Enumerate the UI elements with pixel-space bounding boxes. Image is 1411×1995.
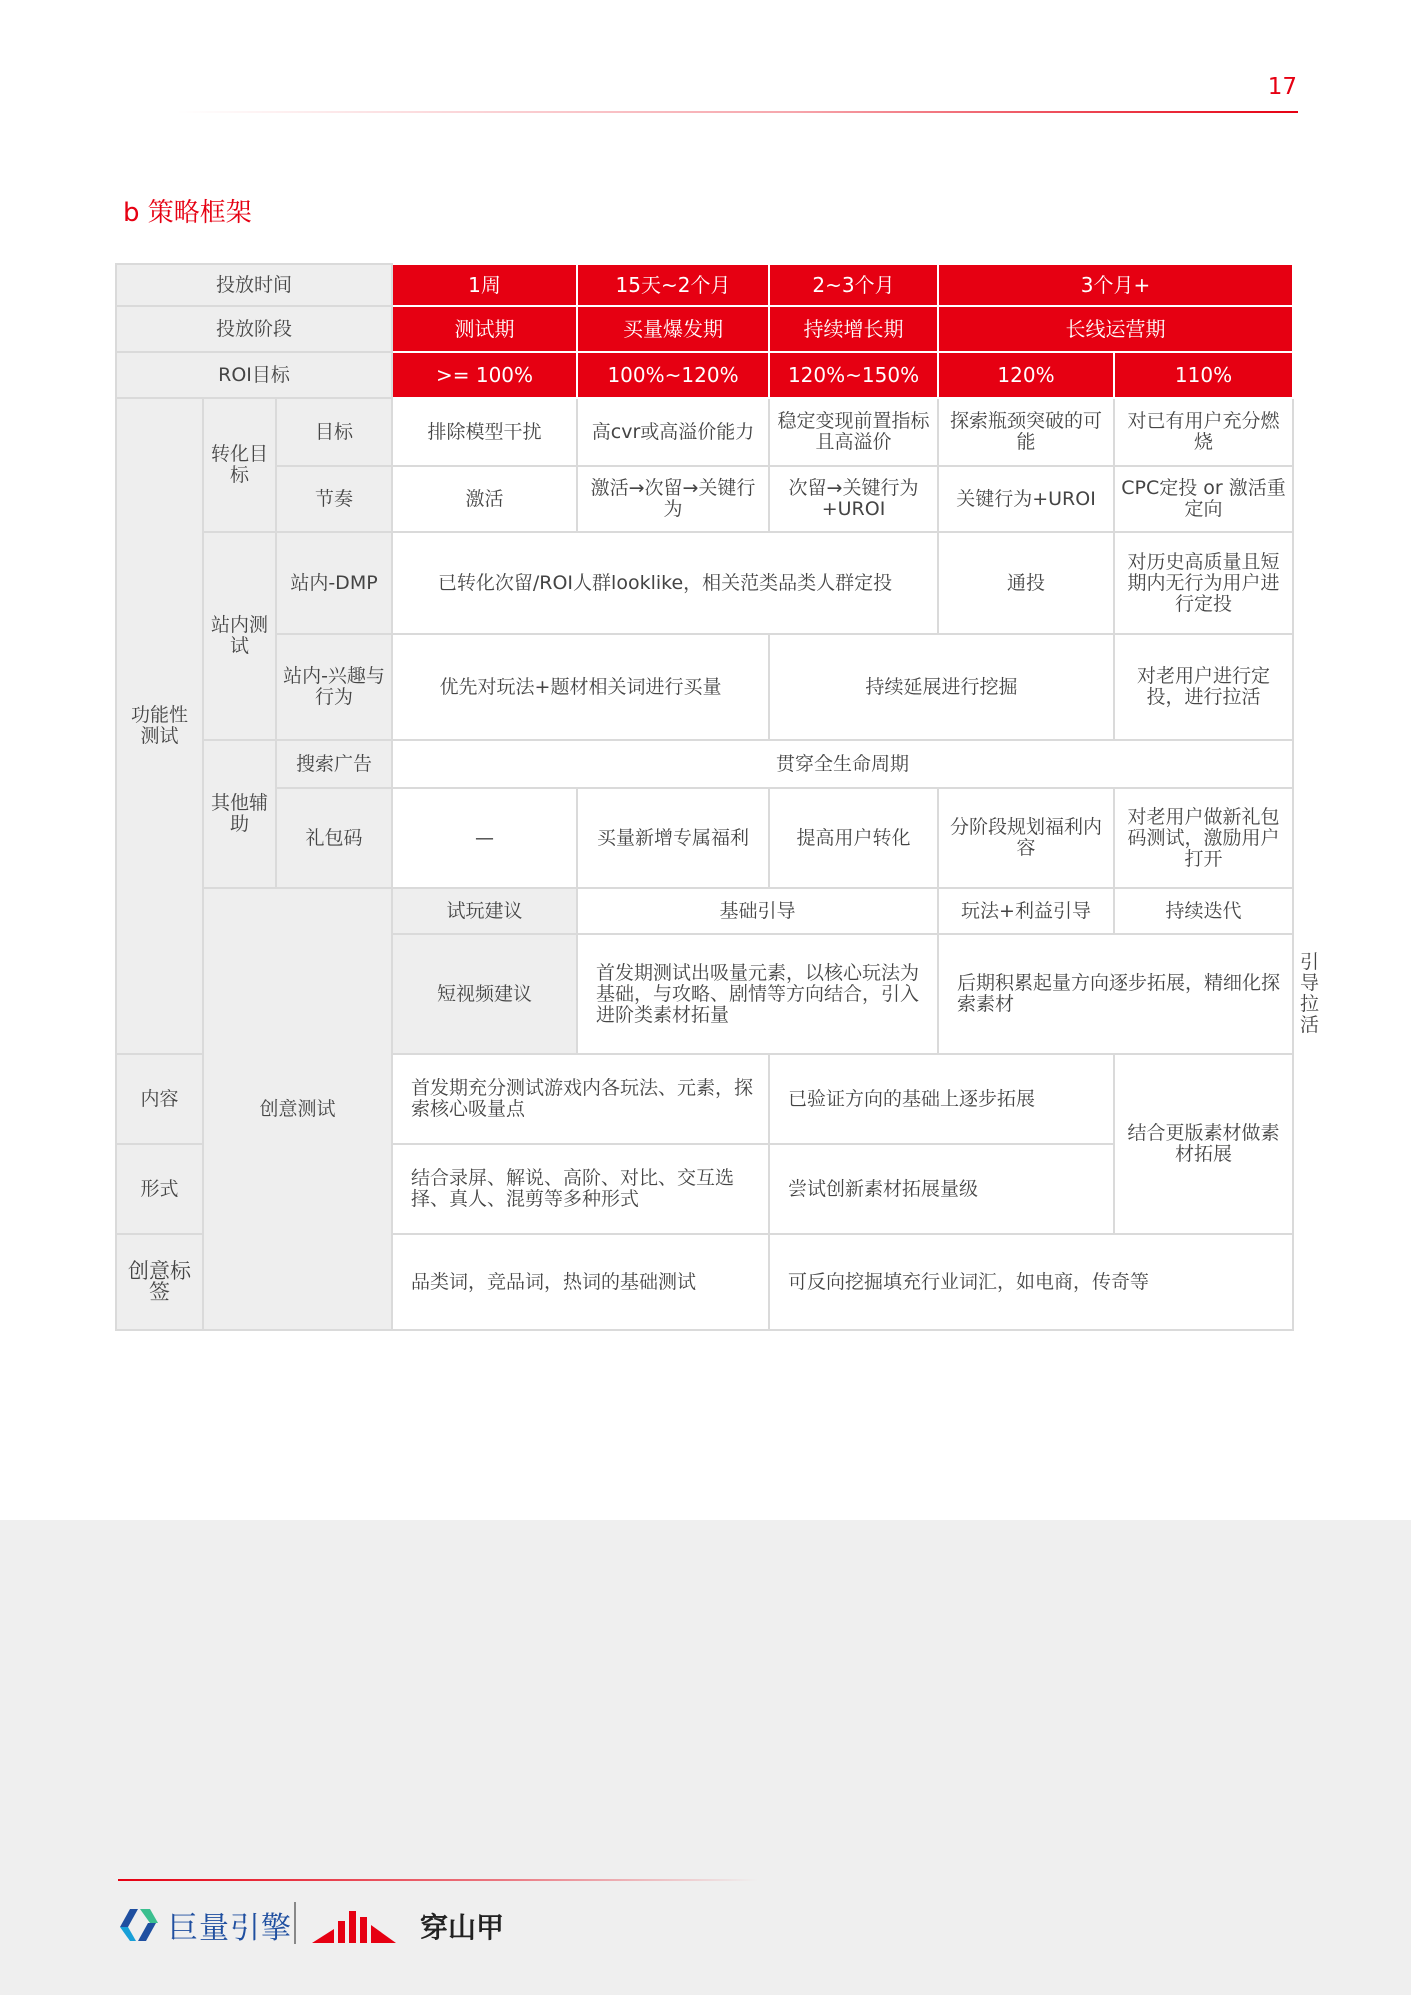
rhythm-c3: 次留→关键行为+UROI (769, 466, 938, 532)
rhythm-c2: 激活→次留→关键行为 (577, 466, 769, 532)
time-c2: 15天~2个月 (577, 264, 769, 306)
row-gift (116, 788, 1293, 888)
header-divider (175, 111, 1298, 113)
stage-c2: 买量爆发期 (577, 306, 769, 352)
time-c3: 2~3个月 (769, 264, 938, 306)
rhythm-c1: 激活 (392, 466, 577, 532)
row-search (116, 740, 1293, 788)
brand-pangle-name: 穿山甲 (420, 1911, 505, 1944)
pangle-logo-icon (312, 1909, 414, 1943)
stage-c4: 长线运营期 (938, 306, 1293, 352)
rhythm-c4: 关键行为+UROI (938, 466, 1114, 532)
goal-c3: 稳定变现前置指标且高溢价 (769, 398, 938, 466)
label-gift: 礼包码 (276, 788, 392, 888)
brand-pangle (312, 1906, 504, 1946)
goal-c2: 高cvr或高溢价能力 (577, 398, 769, 466)
brand-oceanengine (116, 1903, 292, 1947)
label-time: 投放时间 (116, 264, 392, 306)
trial-c3: 持续迭代 (1114, 888, 1293, 934)
rhythm-c5: CPC定投 or 激活重定向 (1114, 466, 1293, 532)
strategy-table (115, 263, 1320, 1331)
short-video-c1: 首发期测试出吸量元素，以核心玩法为基础，与攻略、剧情等方向结合，引入进阶类素材拓量 (577, 934, 938, 1054)
dmp-c3: 对历史高质量且短期内无行为用户进行定投 (1114, 532, 1293, 634)
label-short-video: 短视频建议 (392, 934, 577, 1054)
trial-c2: 玩法+利益引导 (938, 888, 1114, 934)
interest-c1: 优先对玩法+题材相关词进行买量 (392, 634, 769, 740)
goal-c4: 探索瓶颈突破的可能 (938, 398, 1114, 466)
form-c1: 结合录屏、解说、高阶、对比、交互选择、真人、混剪等多种形式 (392, 1144, 769, 1234)
section-title: b 策略框架 (123, 198, 252, 228)
page-number: 17 (1267, 74, 1297, 100)
row-short-video: 短视频建议 首发期测试出吸量元素，以核心玩法为基础，与攻略、剧情等方向结合，引入进阶类素材拓量 后期积累起量方向逐步拓展，精细化探索素材 引导拉活 (116, 934, 1293, 1054)
label-dmp: 站内-DMP (276, 532, 392, 634)
oceanengine-logo-icon (116, 1905, 160, 1945)
tags-c2: 可反向挖掘填充行业词汇，如电商，传奇等 (769, 1234, 1293, 1330)
label-interest: 站内-兴趣与行为 (276, 634, 392, 740)
search-c1: 贯穿全生命周期 (392, 740, 1293, 788)
content-c2: 已验证方向的基础上逐步拓展 (769, 1054, 1114, 1144)
row-interest (116, 634, 1293, 740)
gift-c2: 买量新增专属福利 (577, 788, 769, 888)
tags-c1: 品类词，竞品词，热词的基础测试 (392, 1234, 769, 1330)
label-other: 其他辅助 (203, 740, 276, 888)
interest-c2: 持续延展进行挖掘 (769, 634, 1114, 740)
short-video-c2: 后期积累起量方向逐步拓展，精细化探索素材 (938, 934, 1293, 1054)
row-stage (116, 306, 1293, 352)
row-goal (116, 398, 1293, 466)
content-c3: 结合更版素材做素材拓展 (1114, 1054, 1293, 1234)
gift-c5: 对老用户做新礼包码测试，激励用户打开 (1114, 788, 1293, 888)
trial-c1: 基础引导 (577, 888, 938, 934)
label-conversion: 转化目标 (203, 398, 276, 532)
label-tags: 创意标签 (116, 1234, 203, 1330)
label-form: 形式 (116, 1144, 203, 1234)
row-trial (116, 888, 1293, 934)
roi-c4: 120% (938, 352, 1114, 398)
stage-c3: 持续增长期 (769, 306, 938, 352)
row-dmp (116, 532, 1293, 634)
label-rhythm: 节奏 (276, 466, 392, 532)
brand-divider (294, 1902, 296, 1944)
roi-c1: >= 100% (392, 352, 577, 398)
row-time (116, 264, 1293, 306)
roi-c3: 120%~150% (769, 352, 938, 398)
row-roi (116, 352, 1293, 398)
time-c1: 1周 (392, 264, 577, 306)
label-goal: 目标 (276, 398, 392, 466)
gift-c3: 提高用户转化 (769, 788, 938, 888)
label-onsite: 站内测试 (203, 532, 276, 740)
brand-oceanengine-name: 巨量引擎 (168, 1911, 292, 1946)
label-search: 搜索广告 (276, 740, 392, 788)
label-creative: 创意测试 (203, 888, 392, 1330)
gift-c1: — (392, 788, 577, 888)
row-rhythm (116, 466, 1293, 532)
gift-c4: 分阶段规划福利内容 (938, 788, 1114, 888)
roi-c2: 100%~120% (577, 352, 769, 398)
dmp-c1: 已转化次留/ROI人群looklike，相关范类品类人群定投 (392, 532, 938, 634)
content-c1: 首发期充分测试游戏内各玩法、元素，探索核心吸量点 (392, 1054, 769, 1144)
label-trial: 试玩建议 (392, 888, 577, 934)
roi-c5: 110% (1114, 352, 1293, 398)
label-roi: ROI目标 (116, 352, 392, 398)
time-c4: 3个月+ (938, 264, 1293, 306)
form-c2: 尝试创新素材拓展量级 (769, 1144, 1114, 1234)
footer-divider (118, 1879, 758, 1881)
label-stage: 投放阶段 (116, 306, 392, 352)
label-functional: 功能性测试 (116, 398, 203, 1054)
goal-c1: 排除模型干扰 (392, 398, 577, 466)
label-content: 内容 (116, 1054, 203, 1144)
stage-c1: 测试期 (392, 306, 577, 352)
dmp-c2: 通投 (938, 532, 1114, 634)
goal-c5: 对已有用户充分燃烧 (1114, 398, 1293, 466)
interest-c3: 对老用户进行定投，进行拉活 (1114, 634, 1293, 740)
